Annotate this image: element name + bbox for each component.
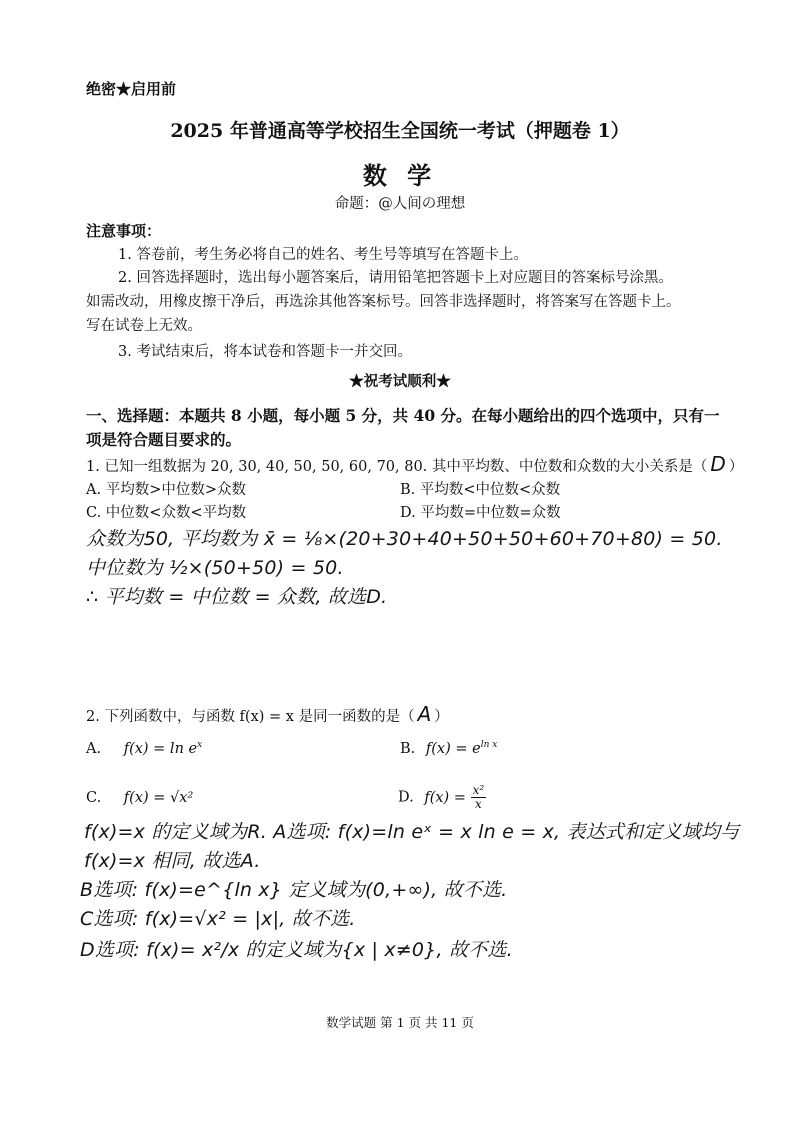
q2-handwritten-line-3: B选项: f(x)=e^{ln x} 定义域为(0,+∞), 故不选. <box>80 879 508 901</box>
q2-option-d-fraction <box>471 784 487 811</box>
note-item-2-line-2: 如需改动，用橡皮擦干净后，再选涂其他答案标号。回答非选择题时，将答案写在答题卡上。 <box>86 294 681 310</box>
q1-stem-text: 1. 已知一组数据为 20, 30, 40, 50, 50, 60, 70, 80. 其中平均数、中位数和众数的大小关系是（ <box>86 459 708 475</box>
q2-option-d-denominator: x <box>474 797 482 811</box>
q1-handwritten-line-2: 中位数为 ½×(50+50) = 50. <box>86 557 344 579</box>
note-item-1: 1. 答卷前，考生务必将自己的姓名、考生号等填写在答题卡上。 <box>118 247 528 263</box>
q2-option-b-expr: f(x) = e <box>425 740 481 757</box>
q1-handwritten-line-1: 众数为50, 平均数为 x̄ = ⅛×(20+30+40+50+50+60+70+80) = 50. <box>86 528 723 550</box>
q2-option-c <box>86 790 193 806</box>
q2-handwritten-line-1: f(x)=x 的定义域为R. A选项: f(x)=ln eˣ = x ln e = x, 表达式和定义域均与 <box>84 821 740 843</box>
author-line: 命题：@人间の理想 <box>334 196 466 212</box>
q1-option-b: B. 平均数<中位数<众数 <box>400 482 561 498</box>
secret-label: 绝密★启用前 <box>86 80 177 98</box>
note-item-2-line-3: 写在试卷上无效。 <box>86 318 202 334</box>
q1-handwritten-line-3: ∴ 平均数 = 中位数 = 众数, 故选D. <box>86 586 388 608</box>
q2-stem-text: 2. 下列函数中，与函数 f(x) = x 是同一函数的是（ <box>86 709 415 725</box>
note-item-3: 3. 考试结束后，将本试卷和答题卡一并交回。 <box>118 344 412 360</box>
q2-option-b-label: B. <box>400 740 416 757</box>
q2-option-a-expr: f(x) = ln e <box>123 740 198 757</box>
q1-option-a: A. 平均数>中位数>众数 <box>86 482 246 498</box>
q2-option-c-expr: f(x) = √x² <box>123 790 194 806</box>
q2-handwritten-line-4: C选项: f(x)=√x² = |x|, 故不选. <box>80 908 356 930</box>
q2-handwritten-line-2: f(x)=x 相同, 故选A. <box>84 850 261 872</box>
q2-option-d-expr: f(x) = <box>424 789 466 806</box>
q2-option-a-sup: x <box>197 740 203 750</box>
notes-heading: 注意事项： <box>86 222 162 240</box>
q1-handwritten-answer: D <box>710 452 726 476</box>
note-item-2-line-1: 2. 回答选择题时，选出每小题答案后，请用铅笔把答题卡上对应题目的答案标号涂黑。 <box>118 270 673 286</box>
q2-option-d-numerator: x² <box>472 783 485 797</box>
exam-title: 2025 年普通高等学校招生全国统一考试（押题卷 1） <box>170 120 630 142</box>
q2-handwritten-answer: A <box>417 702 432 726</box>
q2-option-a-label: A. <box>86 740 102 757</box>
q1-option-d: D. 平均数=中位数=众数 <box>400 505 561 521</box>
q1-stem-close: ） <box>728 459 744 475</box>
q2-option-d-label: D. <box>398 789 414 806</box>
q2-option-b-sup: ln x <box>480 740 498 750</box>
section-heading-line-1: 一、选择题：本题共 8 小题，每小题 5 分，共 40 分。在每小题给出的四个选项中，只有一 <box>86 406 720 425</box>
q1-option-c: C. 中位数<众数<平均数 <box>86 505 247 521</box>
q2-stem <box>86 702 449 726</box>
subject-title: 数 学 <box>362 161 438 190</box>
wish-line: ★祝考试顺利★ <box>349 373 451 390</box>
q2-option-d <box>398 784 486 811</box>
q2-stem-close: ） <box>434 709 449 725</box>
page-footer: 数学试题 第 1 页 共 11 页 <box>326 1015 474 1030</box>
q2-option-a <box>86 740 202 757</box>
q2-handwritten-line-5: D选项: f(x)= x²/x 的定义域为{x | x≠0}, 故不选. <box>80 939 513 961</box>
q1-stem <box>86 452 743 476</box>
q2-option-b <box>400 740 497 757</box>
q2-option-c-label: C. <box>86 790 102 806</box>
section-heading-line-2: 项是符合题目要求的。 <box>86 430 242 449</box>
